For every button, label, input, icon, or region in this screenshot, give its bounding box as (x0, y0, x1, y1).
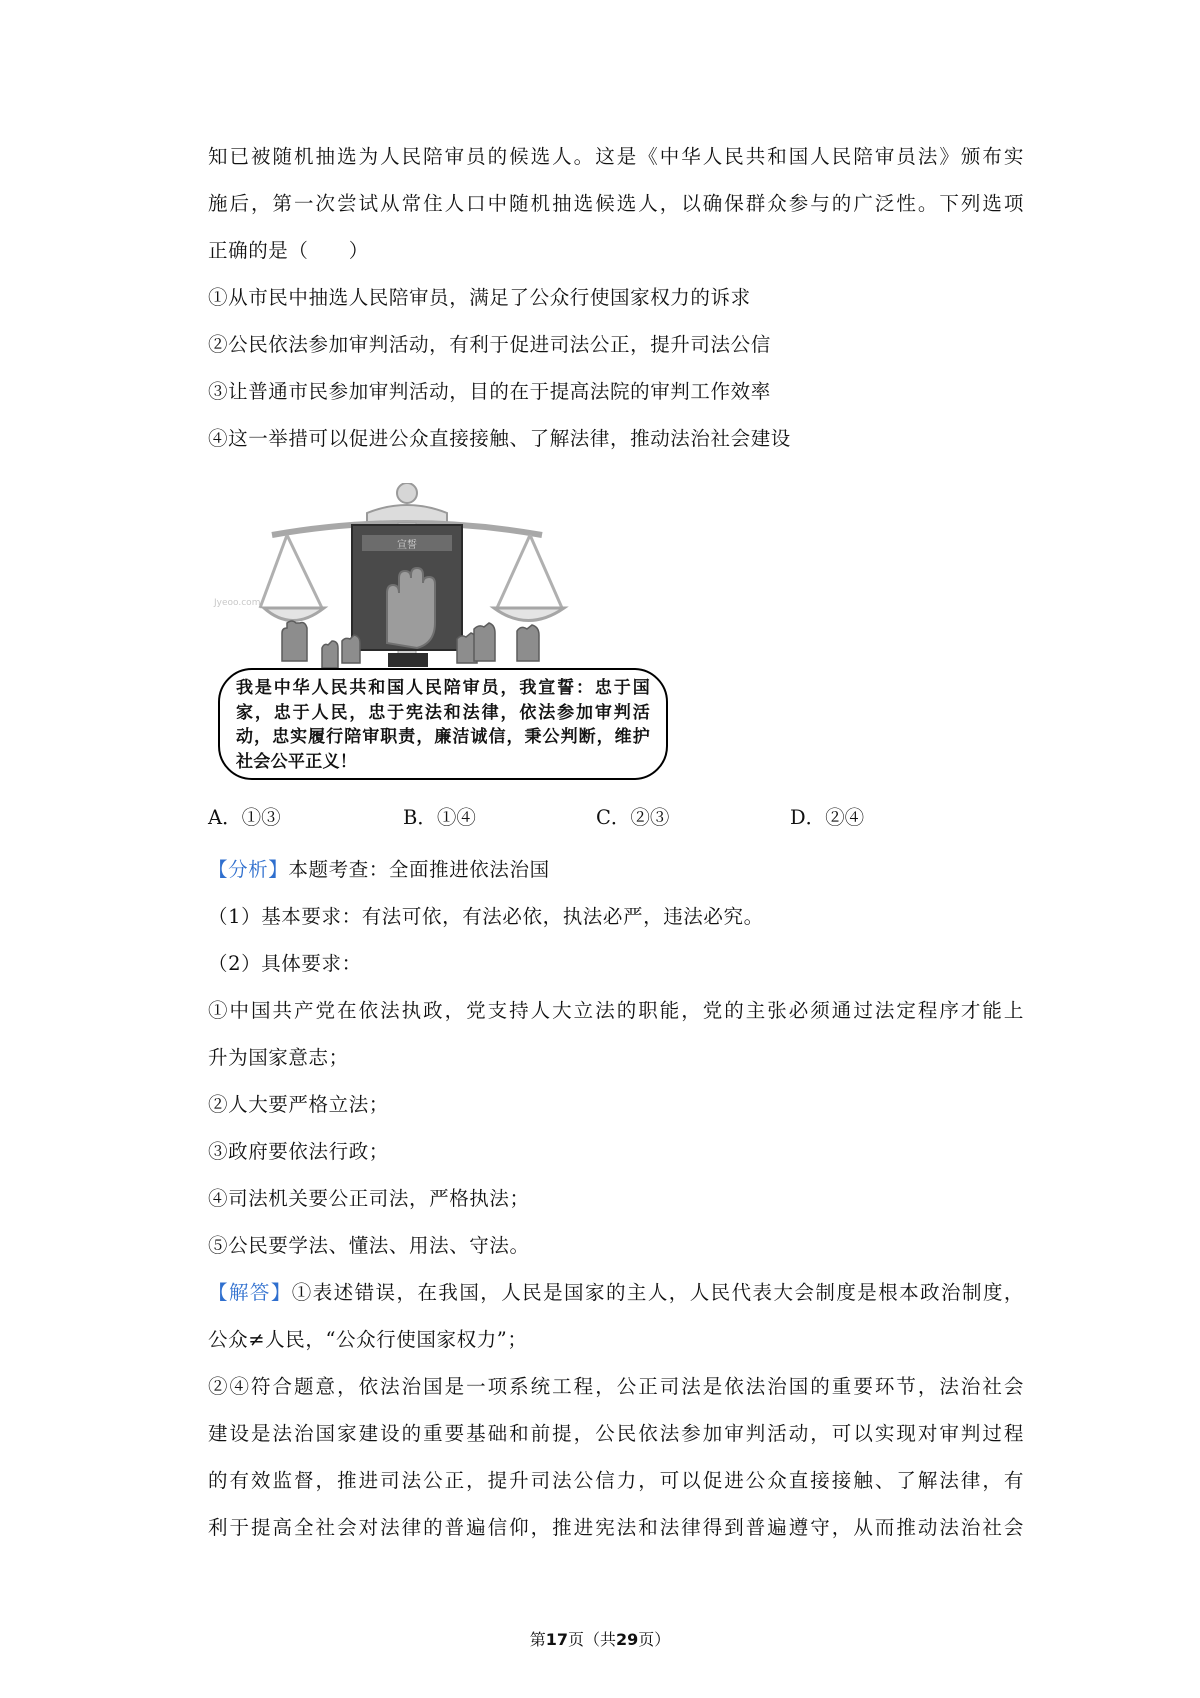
left-pan-icon (264, 608, 324, 621)
option-b: B．①④ (403, 806, 476, 829)
analysis-point-2: ②人大要严格立法； (208, 1093, 389, 1116)
analysis-tag: 【分析】 (208, 858, 289, 881)
analysis-point-4: ④司法机关要公正司法，严格执法； (208, 1187, 530, 1210)
book-label: 宣誓 (397, 540, 417, 551)
page-total: 29 (616, 1630, 639, 1649)
solution-block (208, 846, 1024, 1551)
oath-speech-bubble: 我是中华人民共和国人民陪审员，我宣誓：忠于国家，忠于人民，忠于宪法和法律，依法参加审判活动，忠实履行陪审职责，廉洁诚信，秉公判断，维护社会公平正义！ (218, 668, 668, 780)
analysis-heading: 【分析】本题考查：全面推进依法治国 (208, 858, 550, 881)
watermark: Jyeoo.com (214, 598, 261, 608)
question-block (208, 133, 1024, 462)
answer-line: ②④符合题意，依法治国是一项系统工程，公正司法是依法治国的重要环节，法治社会 (208, 1375, 1024, 1398)
page-footer: 第17页（共29页） (529, 1630, 671, 1649)
answer-options (208, 800, 1024, 836)
analysis-specific: （2）具体要求： (208, 952, 362, 975)
statement-4: ④这一举措可以促进公众直接接触、了解法律，推动法治社会建设 (208, 427, 791, 450)
answer-line: 的有效监督，推进司法公正，提升司法公信力，可以促进公众直接接触、了解法律，有 (208, 1469, 1024, 1492)
analysis-point-1-cont: 升为国家意志； (208, 1046, 349, 1069)
analysis-point-5: ⑤公民要学法、懂法、用法、守法。 (208, 1234, 530, 1257)
analysis-point-3: ③政府要依法行政； (208, 1140, 389, 1163)
statement-2: ②公民依法参加审判活动，有利于促进司法公正，提升司法公信 (208, 333, 771, 356)
option-d: D．②④ (790, 806, 865, 829)
option-c: C．②③ (596, 806, 670, 829)
page-number: 17 (545, 1630, 568, 1649)
scale-knob-icon (397, 483, 417, 503)
right-pan-icon (494, 608, 564, 621)
question-line: 施后，第一次尝试从常住人口中随机抽选候选人，以确保群众参与的广泛性。下列选项 (208, 192, 1024, 215)
question-line: 知已被随机抽选为人民陪审员的候选人。这是《中华人民共和国人民陪审员法》颁布实 (208, 145, 1024, 168)
answer-line: 利于提高全社会对法律的普遍信仰，推进宪法和法律得到普遍遵守，从而推动法治社会 (208, 1516, 1024, 1539)
analysis-basic: （1）基本要求：有法可依，有法必依，执法必严，违法必究。 (208, 905, 764, 928)
answer-tag: 【解答】 (208, 1281, 292, 1304)
statement-3: ③让普通市民参加审判活动，目的在于提高法院的审判工作效率 (208, 380, 771, 403)
question-line: 正确的是（ ） (208, 239, 369, 262)
option-a: A．①③ (208, 806, 281, 829)
analysis-point-1: ①中国共产党在依法执政，党支持人大立法的职能，党的主张必须通过法定程序才能上 (208, 999, 1024, 1022)
gavel-block-icon (388, 653, 428, 667)
answer-heading: 【解答】①表述错误，在我国，人民是国家的主人，人民代表大会制度是根本政治制度， (208, 1281, 1024, 1304)
answer-line: 建设是法治国家建设的重要基础和前提，公民依法参加审判活动，可以实现对审判过程 (208, 1422, 1024, 1445)
answer-line: 公众≠人民，“公众行使国家权力”； (208, 1328, 528, 1351)
statement-1: ①从市民中抽选人民陪审员，满足了公众行使国家权力的诉求 (208, 286, 751, 309)
